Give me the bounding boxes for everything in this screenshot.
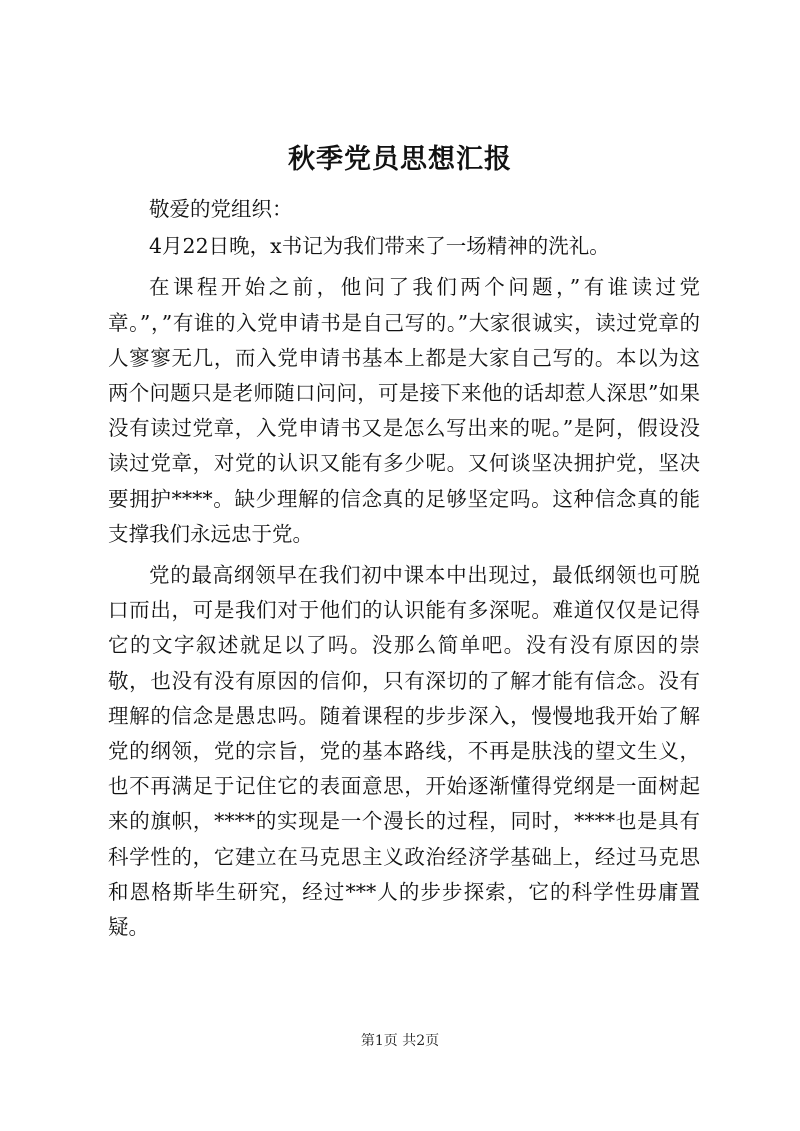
paragraph-2: 在课程开始之前，他问了我们两个问题，”有谁读过党章。”，”有谁的入党申请书是自己写的。”大家很诚实，读过党章的人寥寥无几，而入党申请书基本上都是大家自己写的。本以为这两个问题只是老师随口问问，可是接下来他的话却惹人深思”如果没有读过党章，入党申请书又是怎么写出来的呢。”是阿，假设没读过党章，对党的认识又能有多少呢。又何谈坚决拥护党，坚决要拥护****。缺少理解的信念真的足够坚定吗。这种信念真的能支撑我们永远忠于党。 xyxy=(108,275,700,546)
page-title: 秋季党员思想汇报 xyxy=(288,144,512,175)
page-footer: 第1页 共2页 xyxy=(360,1033,440,1049)
paragraph-1: 4月22日晚，x书记为我们带来了一场精神的洗礼。 xyxy=(149,234,610,259)
document-body xyxy=(108,192,700,945)
paragraph-3: 党的最高纲领早在我们初中课本中出现过，最低纲领也可脱口而出，可是我们对于他们的认识能有多深呢。难道仅仅是记得它的文字叙述就足以了吗。没那么简单吧。没有没有原因的崇敬，也没有没有原因的信仰，只有深切的了解才能有信念。没有理解的信念是愚忠吗。随着课程的步步深入，慢慢地我开始了解党的纲领，党的宗旨，党的基本路线，不再是肤浅的望文生义，也不再满足于记住它的表面意思，开始逐渐懂得党纲是一面树起来的旗帜，****的实现是一个漫长的过程，同时，****也是具有科学性的，它建立在马克思主义政治经济学基础上，经过马克思和恩格斯毕生研究，经过***人的步步探索，它的科学性毋庸置疑。 xyxy=(108,563,700,940)
greeting: 敬爱的党组织： xyxy=(149,197,293,221)
